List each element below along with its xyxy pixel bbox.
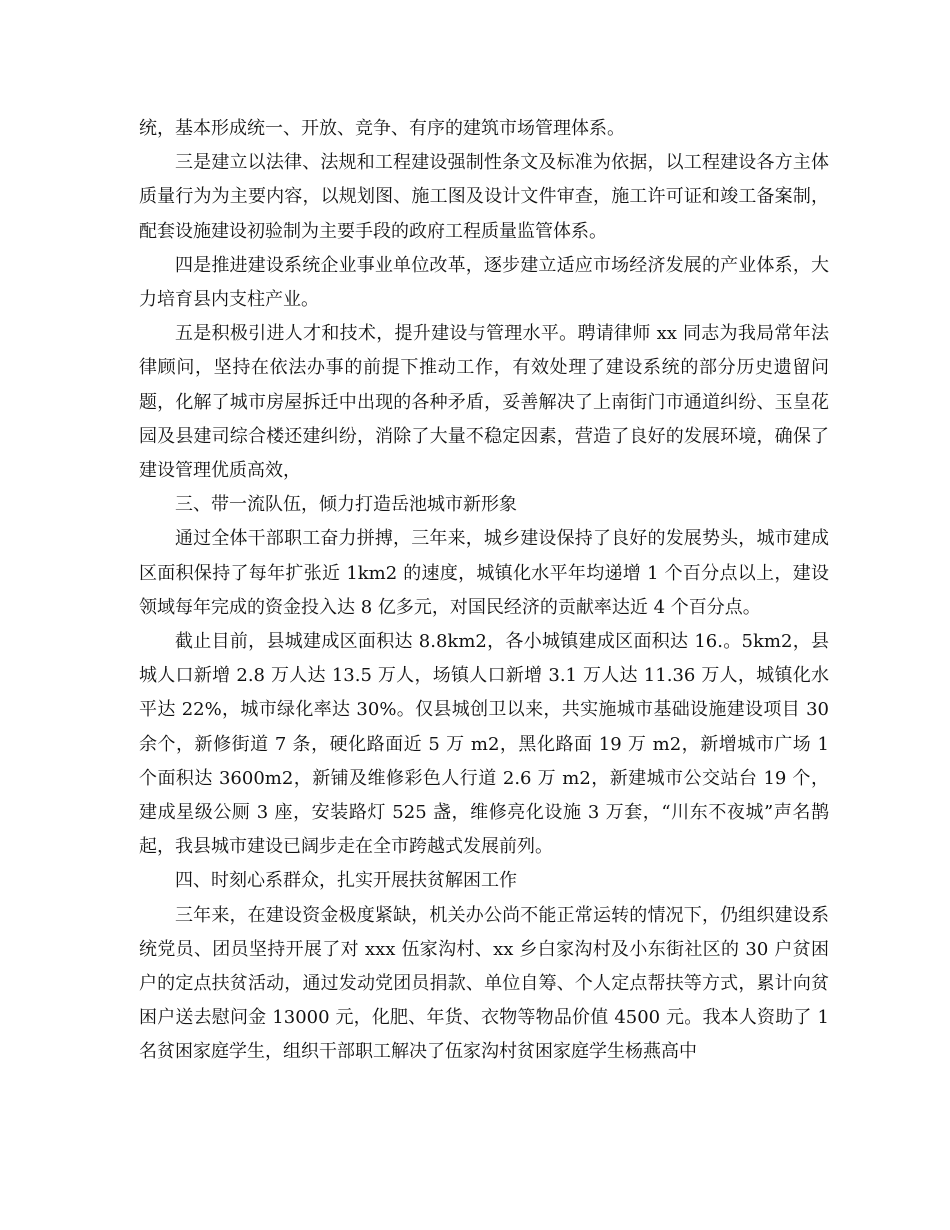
paragraph-point-three: 三是建立以法律、法规和工程建设强制性条文及标准为依据，以工程建设各方主体质量行为为主要内容，以规划图、施工图及设计文件审查，施工许可证和竣工备案制，配套设施建设初验制为主要手段的政府工程质量监管体系。 xyxy=(139,152,829,242)
paragraph-point-five: 五是积极引进人才和技术，提升建设与管理水平。聘请律师 xx 同志为我局常年法律顾问，坚持在依法办事的前提下推动工作，有效处理了建设系统的部分历史遗留问题，化解了城市房屋拆迁中出现的各种矛盾，妥善解决了上南街门市通道纠纷、玉皇花园及县建司综合楼还建纠纷，消除了大量不稳定因素，营造了良好的发展环境，确保了建设管理优质高效， xyxy=(139,323,829,482)
paragraph-continuation: 统，基本形成统一、开放、竞争、有序的建筑市场管理体系。 xyxy=(139,118,625,139)
section-heading-four: 四、时刻心系群众，扎实开展扶贫解困工作 xyxy=(175,870,517,892)
paragraph-poverty-relief: 三年来，在建设资金极度紧缺，机关办公尚不能正常运转的情况下，仍组织建设系统党员、团员坚持开展了对 xxx 伍家沟村、xx 乡白家沟村及小东街社区的 30 户贫困户的定点扶贫活动，通过发动党团员捐款、单位自筹、个人定点帮扶等方式，累计向贫困户送去慰问金 13000 元，化肥、年货、衣物等物品价值 4500 元。我本人资助了 1 名贫困家庭学生，组织干部职工解决了伍家沟村贫困家庭学生杨燕高中 xyxy=(139,904,829,1063)
paragraph-statistics: 截止目前，县城建成区面积达 8.8km2，各小城镇建成区面积达 16.。5km2，县城人口新增 2.8 万人达 13.5 万人，场镇人口新增 3.1 万人达 11.36 万人，城镇化水平达 22%，城市绿化率达 30%。仅县城创卫以来，共实施城市基础设施建设项目 30 余个，新修街道 7 条，硬化路面近 5 万 m2，黑化路面 19 万 m2，新增城市广场 1 个面积达 3600m2，新铺及维修彩色人行道 2.6 万 m2，新建城市公交站台 19 个，建成星级公厕 3 座，安装路灯 525 盏，维修亮化设施 3 万套，“川东不夜城”声名鹊起，我县城市建设已阔步走在全市跨越式发展前列。 xyxy=(139,631,829,858)
section-heading-three: 三、带一流队伍，倾力打造岳池城市新形象 xyxy=(175,494,517,516)
paragraph-point-four: 四是推进建设系统企业事业单位改革，逐步建立适应市场经济发展的产业体系，大力培育县内支柱产业。 xyxy=(139,254,829,311)
paragraph-development-overview: 通过全体干部职工奋力拼搏，三年来，城乡建设保持了良好的发展势头，城市建成区面积保持了每年扩张近 1km2 的速度，城镇化水平年均递增 1 个百分点以上，建设领域每年完成的资金投入达 8 亿多元，对国民经济的贡献率达近 4 个百分点。 xyxy=(139,528,829,618)
document-body xyxy=(139,112,829,1070)
